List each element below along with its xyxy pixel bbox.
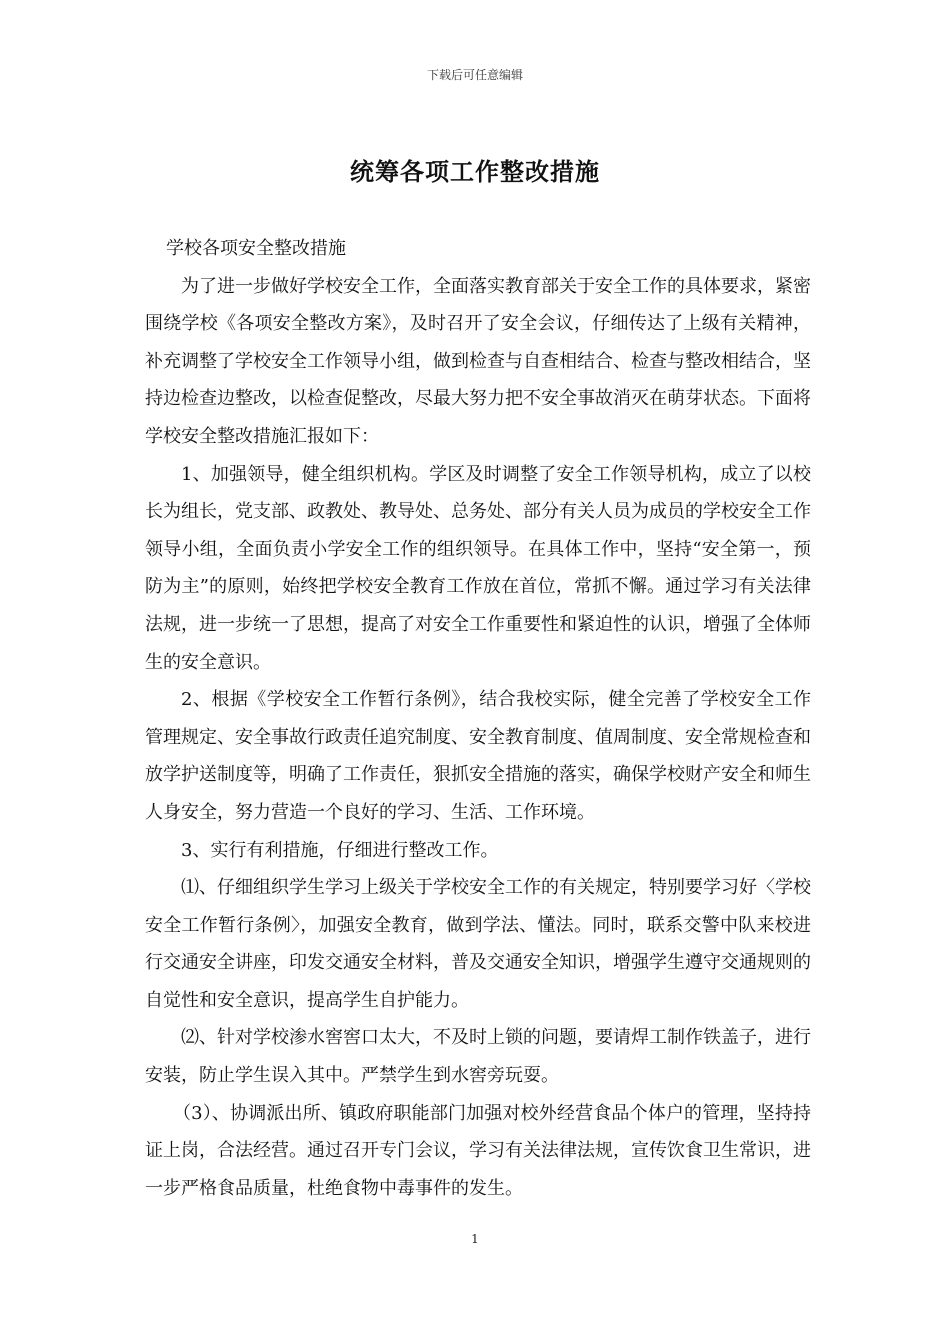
paragraph-item-1: 1、加强领导，健全组织机构。学区及时调整了安全工作领导机构，成立了以校长为组长，党支部、政教处、教导处、总务处、部分有关人员为成员的学校安全工作领导小组，全面负责小学安全工作的组织领导。在具体工作中，坚持“安全第一，预防为主”的原则，始终把学校安全教育工作放在首位，常抓不懈。通过学习有关法律法规，进一步统一了思想，提高了对安全工作重要性和紧迫性的认识，增强了全体师生的安全意识。: [145, 463, 811, 673]
paragraph-subitem-2: ⑵、针对学校渗水窖窖口太大，不及时上锁的问题，要请焊工制作铁盖子，进行安装，防止学生误入其中。严禁学生到水窖旁玩耍。: [145, 1027, 811, 1087]
document-title: 统筹各项工作整改措施: [350, 158, 600, 186]
paragraph-intro: 为了进一步做好学校安全工作，全面落实教育部关于安全工作的具体要求，紧密围绕学校《各项安全整改方案》，及时召开了安全会议，仔细传达了上级有关精神，补充调整了学校安全工作领导小组，做到检查与自查相结合、检查与整改相结合，坚持边检查边整改，以检查促整改，尽最大努力把不安全事故消灭在萌芽状态。下面将学校安全整改措施汇报如下：: [145, 275, 811, 447]
document-body: [145, 230, 811, 1207]
paragraph-item-2: 2、根据《学校安全工作暂行条例》，结合我校实际，健全完善了学校安全工作管理规定、安全事故行政责任追究制度、安全教育制度、值周制度、安全常规检查和放学护送制度等，明确了工作责任，狠抓安全措施的落实，确保学校财产安全和师生人身安全，努力营造一个良好的学习、生活、工作环境。: [145, 689, 811, 823]
paragraph-item-3: 3、实行有利措施，仔细进行整改工作。: [181, 839, 499, 861]
paragraph-subitem-1: ⑴、仔细组织学生学习上级关于学校安全工作的有关规定，特别要学习好〈学校安全工作暂行条例〉，加强安全教育，做到学法、懂法。同时，联系交警中队来校进行交通安全讲座，印发交通安全材料，普及交通安全知识，增强学生遵守交通规则的自觉性和安全意识，提高学生自护能力。: [145, 877, 811, 1011]
paragraph-subitem-3: （3）、协调派出所、镇政府职能部门加强对校外经营食品个体户的管理，坚持持证上岗，合法经营。通过召开专门会议，学习有关法律法规，宣传饮食卫生常识，进一步严格食品质量，杜绝食物中毒事件的发生。: [145, 1102, 811, 1199]
page-number: 1: [471, 1232, 479, 1246]
section-subheading: 学校各项安全整改措施: [166, 238, 346, 259]
header-note: 下载后可任意编辑: [426, 68, 523, 82]
